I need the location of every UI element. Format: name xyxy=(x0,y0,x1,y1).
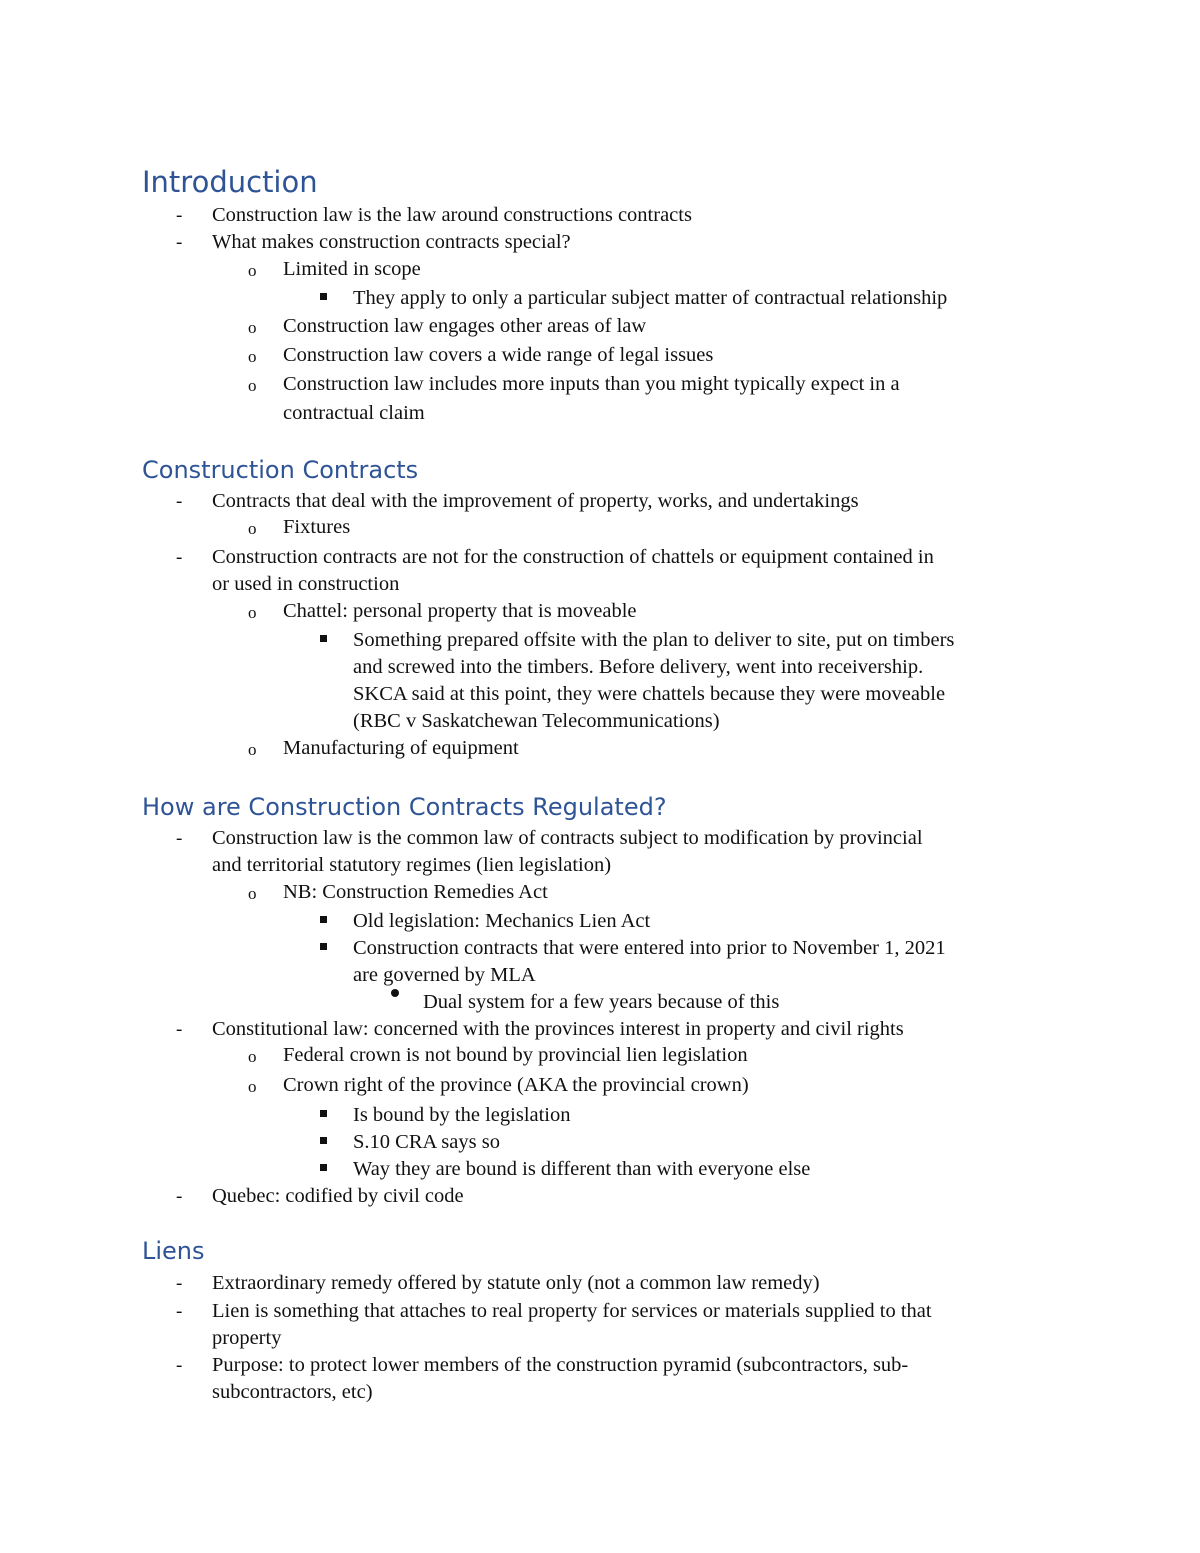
list-item: Construction contracts are not for the construction of chattels or equipment contained in xyxy=(212,546,934,568)
bullet-dash: - xyxy=(176,1301,183,1322)
bullet-dash: - xyxy=(176,1019,183,1040)
list-item: Old legislation: Mechanics Lien Act xyxy=(353,910,651,932)
heading-introduction: Introduction xyxy=(142,165,318,199)
bullet-circle: o xyxy=(248,376,257,395)
bullet-square xyxy=(320,635,327,642)
list-item-continuation: and territorial statutory regimes (lien legislation) xyxy=(212,854,612,876)
list-item: Construction law covers a wide range of legal issues xyxy=(283,344,714,366)
list-item-continuation: subcontractors, etc) xyxy=(212,1381,373,1403)
bullet-square xyxy=(320,1137,327,1144)
bullet-square xyxy=(320,293,327,300)
list-item: Construction law is the law around constructions contracts xyxy=(212,204,692,226)
list-item: NB: Construction Remedies Act xyxy=(283,881,548,903)
list-item: Construction contracts that were entered into prior to November 1, 2021 xyxy=(353,937,946,959)
bullet-circle: o xyxy=(248,603,257,622)
list-item-continuation: contractual claim xyxy=(283,402,425,424)
bullet-circle: o xyxy=(248,318,257,337)
list-item: Way they are bound is different than with everyone else xyxy=(353,1158,811,1180)
list-item: Purpose: to protect lower members of the construction pyramid (subcontractors, sub- xyxy=(212,1354,909,1376)
list-item: Something prepared offsite with the plan to deliver to site, put on timbers xyxy=(353,629,955,651)
list-item-continuation: (RBC v Saskatchewan Telecommunications) xyxy=(353,710,720,732)
list-item-continuation: property xyxy=(212,1327,282,1349)
bullet-circle: o xyxy=(248,884,257,903)
list-item: Construction law engages other areas of law xyxy=(283,315,647,337)
bullet-dash: - xyxy=(176,1355,183,1376)
heading-liens: Liens xyxy=(142,1237,205,1265)
list-item: Manufacturing of equipment xyxy=(283,737,519,759)
list-item: Contracts that deal with the improvement of property, works, and undertakings xyxy=(212,490,859,512)
list-item: Lien is something that attaches to real property for services or materials supplied to that xyxy=(212,1300,932,1322)
bullet-square xyxy=(320,943,327,950)
bullet-dot xyxy=(391,989,399,997)
bullet-circle: o xyxy=(248,519,257,538)
list-item-continuation: are governed by MLA xyxy=(353,964,536,986)
list-item: Construction law includes more inputs than you might typically expect in a xyxy=(283,373,900,395)
list-item: They apply to only a particular subject matter of contractual relationship xyxy=(353,287,948,309)
list-item: Extraordinary remedy offered by statute only (not a common law remedy) xyxy=(212,1272,820,1294)
bullet-circle: o xyxy=(248,740,257,759)
bullet-square xyxy=(320,1110,327,1117)
bullet-dash: - xyxy=(176,828,183,849)
list-item: Dual system for a few years because of this xyxy=(423,991,780,1013)
list-item: Is bound by the legislation xyxy=(353,1104,571,1126)
bullet-circle: o xyxy=(248,1077,257,1096)
list-item: Quebec: codified by civil code xyxy=(212,1185,464,1207)
list-item-continuation: SKCA said at this point, they were chattels because they were moveable xyxy=(353,683,946,705)
heading-construction-contracts: Construction Contracts xyxy=(142,456,419,484)
bullet-dash: - xyxy=(176,1186,183,1207)
list-item: What makes construction contracts special? xyxy=(212,231,571,253)
list-item: Construction law is the common law of contracts subject to modification by provincial xyxy=(212,827,923,849)
bullet-square xyxy=(320,1164,327,1171)
bullet-dash: - xyxy=(176,1273,183,1294)
bullet-dash: - xyxy=(176,205,183,226)
list-item: Limited in scope xyxy=(283,258,421,280)
bullet-circle: o xyxy=(248,347,257,366)
list-item: Crown right of the province (AKA the provincial crown) xyxy=(283,1074,749,1096)
bullet-dash: - xyxy=(176,547,183,568)
list-item: Constitutional law: concerned with the provinces interest in property and civil rights xyxy=(212,1018,904,1040)
bullet-square xyxy=(320,916,327,923)
bullet-dash: - xyxy=(176,232,183,253)
list-item: Chattel: personal property that is moveable xyxy=(283,600,637,622)
heading-regulation: How are Construction Contracts Regulated? xyxy=(142,793,667,821)
list-item: Fixtures xyxy=(283,516,351,538)
list-item: S.10 CRA says so xyxy=(353,1131,500,1153)
bullet-circle: o xyxy=(248,1047,257,1066)
bullet-circle: o xyxy=(248,261,257,280)
bullet-dash: - xyxy=(176,491,183,512)
list-item: Federal crown is not bound by provincial lien legislation xyxy=(283,1044,748,1066)
list-item-continuation: or used in construction xyxy=(212,573,400,595)
list-item-continuation: and screwed into the timbers. Before delivery, went into receivership. xyxy=(353,656,924,678)
